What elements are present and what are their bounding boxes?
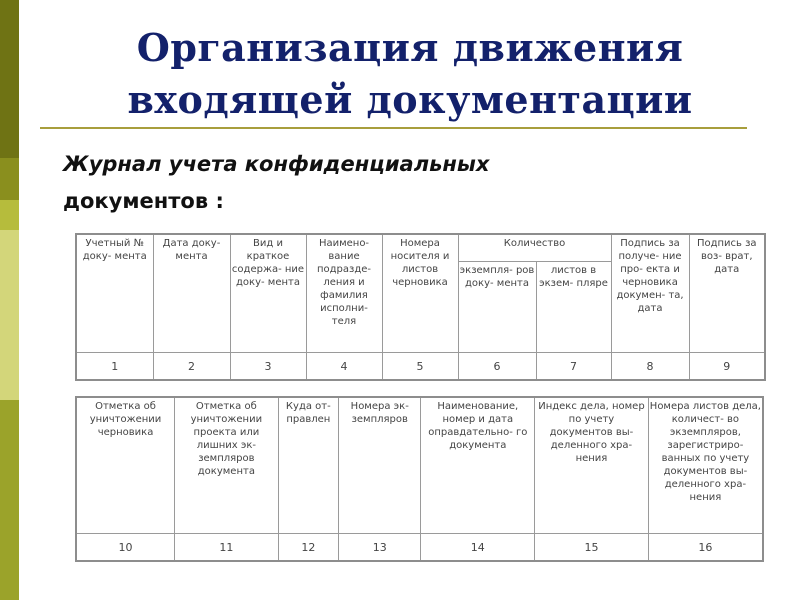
header-cell: Отметка об уничтожении черновика bbox=[76, 397, 175, 534]
header-cell: Наимено- вание подразде- ления и фамилия исполни- теля bbox=[306, 234, 382, 353]
column-number: 13 bbox=[339, 534, 421, 562]
header-cell: Подпись за воз- врат, дата bbox=[689, 234, 765, 353]
journal-table-part-2 bbox=[75, 396, 764, 562]
side-bar-segment bbox=[0, 400, 19, 600]
side-bar-segment bbox=[0, 158, 19, 200]
sub-header-cell: листов в экзем- пляре bbox=[536, 262, 611, 353]
column-number: 5 bbox=[382, 353, 458, 381]
side-bar-segment bbox=[0, 230, 19, 400]
header-cell: Индекс дела, номер по учету документов вы- деленного хра- нения bbox=[535, 397, 649, 534]
subtitle-line-1: Журнал учета конфиденциальных bbox=[63, 152, 490, 176]
journal-table-part-1 bbox=[75, 233, 766, 381]
column-number: 14 bbox=[421, 534, 535, 562]
header-cell: Номера носителя и листов черновика bbox=[382, 234, 458, 353]
column-number: 2 bbox=[153, 353, 230, 381]
column-number: 1 bbox=[76, 353, 153, 381]
subtitle-line-2: документов : bbox=[63, 189, 224, 213]
column-number: 8 bbox=[611, 353, 689, 381]
header-cell: Вид и краткое содержа- ние доку- мента bbox=[230, 234, 306, 353]
column-number: 11 bbox=[175, 534, 279, 562]
column-number: 4 bbox=[306, 353, 382, 381]
side-bar-segment bbox=[0, 0, 19, 158]
decorative-side-bar bbox=[0, 0, 19, 600]
column-number: 9 bbox=[689, 353, 765, 381]
title-divider bbox=[40, 127, 747, 129]
column-number: 6 bbox=[458, 353, 536, 381]
header-cell: Куда от- правлен bbox=[278, 397, 338, 534]
sub-header-cell: экземпля- ров доку- мента bbox=[458, 262, 536, 353]
slide-title-line-2: входящей документации bbox=[127, 77, 693, 122]
slide-title-line-1: Организация движения bbox=[136, 25, 684, 70]
column-number: 15 bbox=[535, 534, 649, 562]
header-cell: Наименование, номер и дата оправдательно- го документа bbox=[421, 397, 535, 534]
header-cell: Учетный № доку- мента bbox=[76, 234, 153, 353]
column-number: 16 bbox=[648, 534, 763, 562]
column-number: 7 bbox=[536, 353, 611, 381]
header-cell: Дата доку- мента bbox=[153, 234, 230, 353]
header-cell: Отметка об уничтожении проекта или лишних эк- земпляров документа bbox=[175, 397, 279, 534]
column-number: 10 bbox=[76, 534, 175, 562]
column-number: 12 bbox=[278, 534, 338, 562]
side-bar-segment bbox=[0, 200, 19, 230]
header-cell: Номера листов дела, количест- во экземпляров, зарегистриро- ванных по учету документов вы- деленного хра- нения bbox=[648, 397, 763, 534]
column-number: 3 bbox=[230, 353, 306, 381]
header-cell: Номера эк- земпляров bbox=[339, 397, 421, 534]
header-cell: Подпись за получе- ние про- екта и черновика докумен- та, дата bbox=[611, 234, 689, 353]
header-cell-group: Количество bbox=[458, 234, 611, 262]
slide-subtitle bbox=[63, 146, 763, 220]
slide-title bbox=[20, 22, 800, 126]
